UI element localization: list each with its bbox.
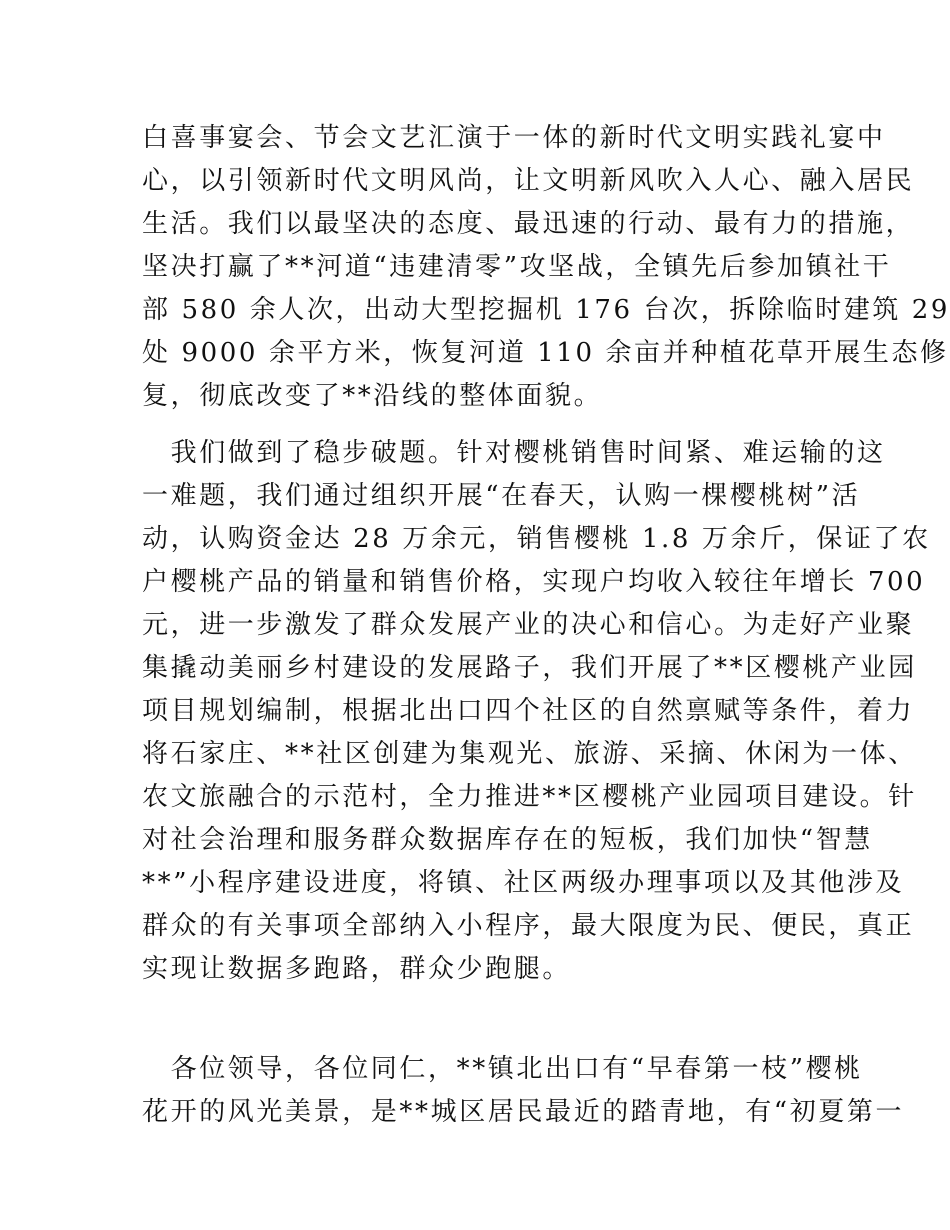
paragraph-2 [142, 432, 931, 1034]
text-line: 处 9000 余平方米，恢复河道 110 余亩并种植花草开展生态修 [142, 338, 949, 368]
text-line: 对社会治理和服务群众数据库存在的短板，我们加快“智慧 [142, 825, 873, 855]
text-line: **”小程序建设进度，将镇、社区两级办理事项以及其他涉及 [142, 868, 905, 898]
text-line: 实现让数据多跑路，群众少跑腿。 [142, 954, 572, 984]
text-line: 我们做到了稳步破题。针对樱桃销售时间紧、难运输的这 [142, 438, 886, 468]
text-line: 复，彻底改变了**沿线的整体面貌。 [142, 381, 603, 411]
text-line: 集撬动美丽乡村建设的发展路子，我们开展了**区樱桃产业园 [142, 653, 917, 683]
paragraph-1 [142, 117, 950, 418]
text-line: 动，认购资金达 28 万余元，销售樱桃 1.8 万余斤，保证了农 [142, 524, 931, 554]
text-line: 一难题，我们通过组织开展“在春天，认购一棵樱桃树”活 [142, 481, 861, 511]
text-line: 将石家庄、**社区创建为集观光、旅游、采摘、休闲为一体、 [142, 739, 917, 769]
text-line: 坚决打赢了**河道“违建清零”攻坚战，全镇先后参加镇社干 [142, 252, 892, 282]
text-line: 部 580 余人次，出动大型挖掘机 176 台次，拆除临时建筑 29 [142, 295, 950, 325]
document-body [142, 117, 950, 1134]
text-line: 白喜事宴会、节会文艺汇演于一体的新时代文明实践礼宴中 [142, 123, 886, 153]
text-line: 元，进一步激发了群众发展产业的决心和信心。为走好产业聚 [142, 610, 915, 640]
text-line: 花开的风光美景，是**城区居民最近的踏青地，有“初夏第一 [142, 1097, 905, 1127]
text-line: 生活。我们以最坚决的态度、最迅速的行动、最有力的措施， [142, 209, 915, 239]
text-line: 群众的有关事项全部纳入小程序，最大限度为民、便民，真正 [142, 911, 915, 941]
text-line: 户樱桃产品的销量和销售价格，实现户均收入较往年增长 700 [142, 567, 926, 597]
paragraph-3 [142, 1048, 905, 1134]
text-line: 各位领导，各位同仁，**镇北出口有“早春第一枝”樱桃 [142, 1054, 863, 1084]
text-line [142, 991, 812, 1034]
text-line: 项目规划编制，根据北出口四个社区的自然禀赋等条件，着力 [142, 696, 915, 726]
text-line: 心，以引领新时代文明风尚，让文明新风吹入人心、融入居民 [142, 166, 915, 196]
text-line: 农文旅融合的示范村，全力推进**区樱桃产业园项目建设。针 [142, 782, 917, 812]
